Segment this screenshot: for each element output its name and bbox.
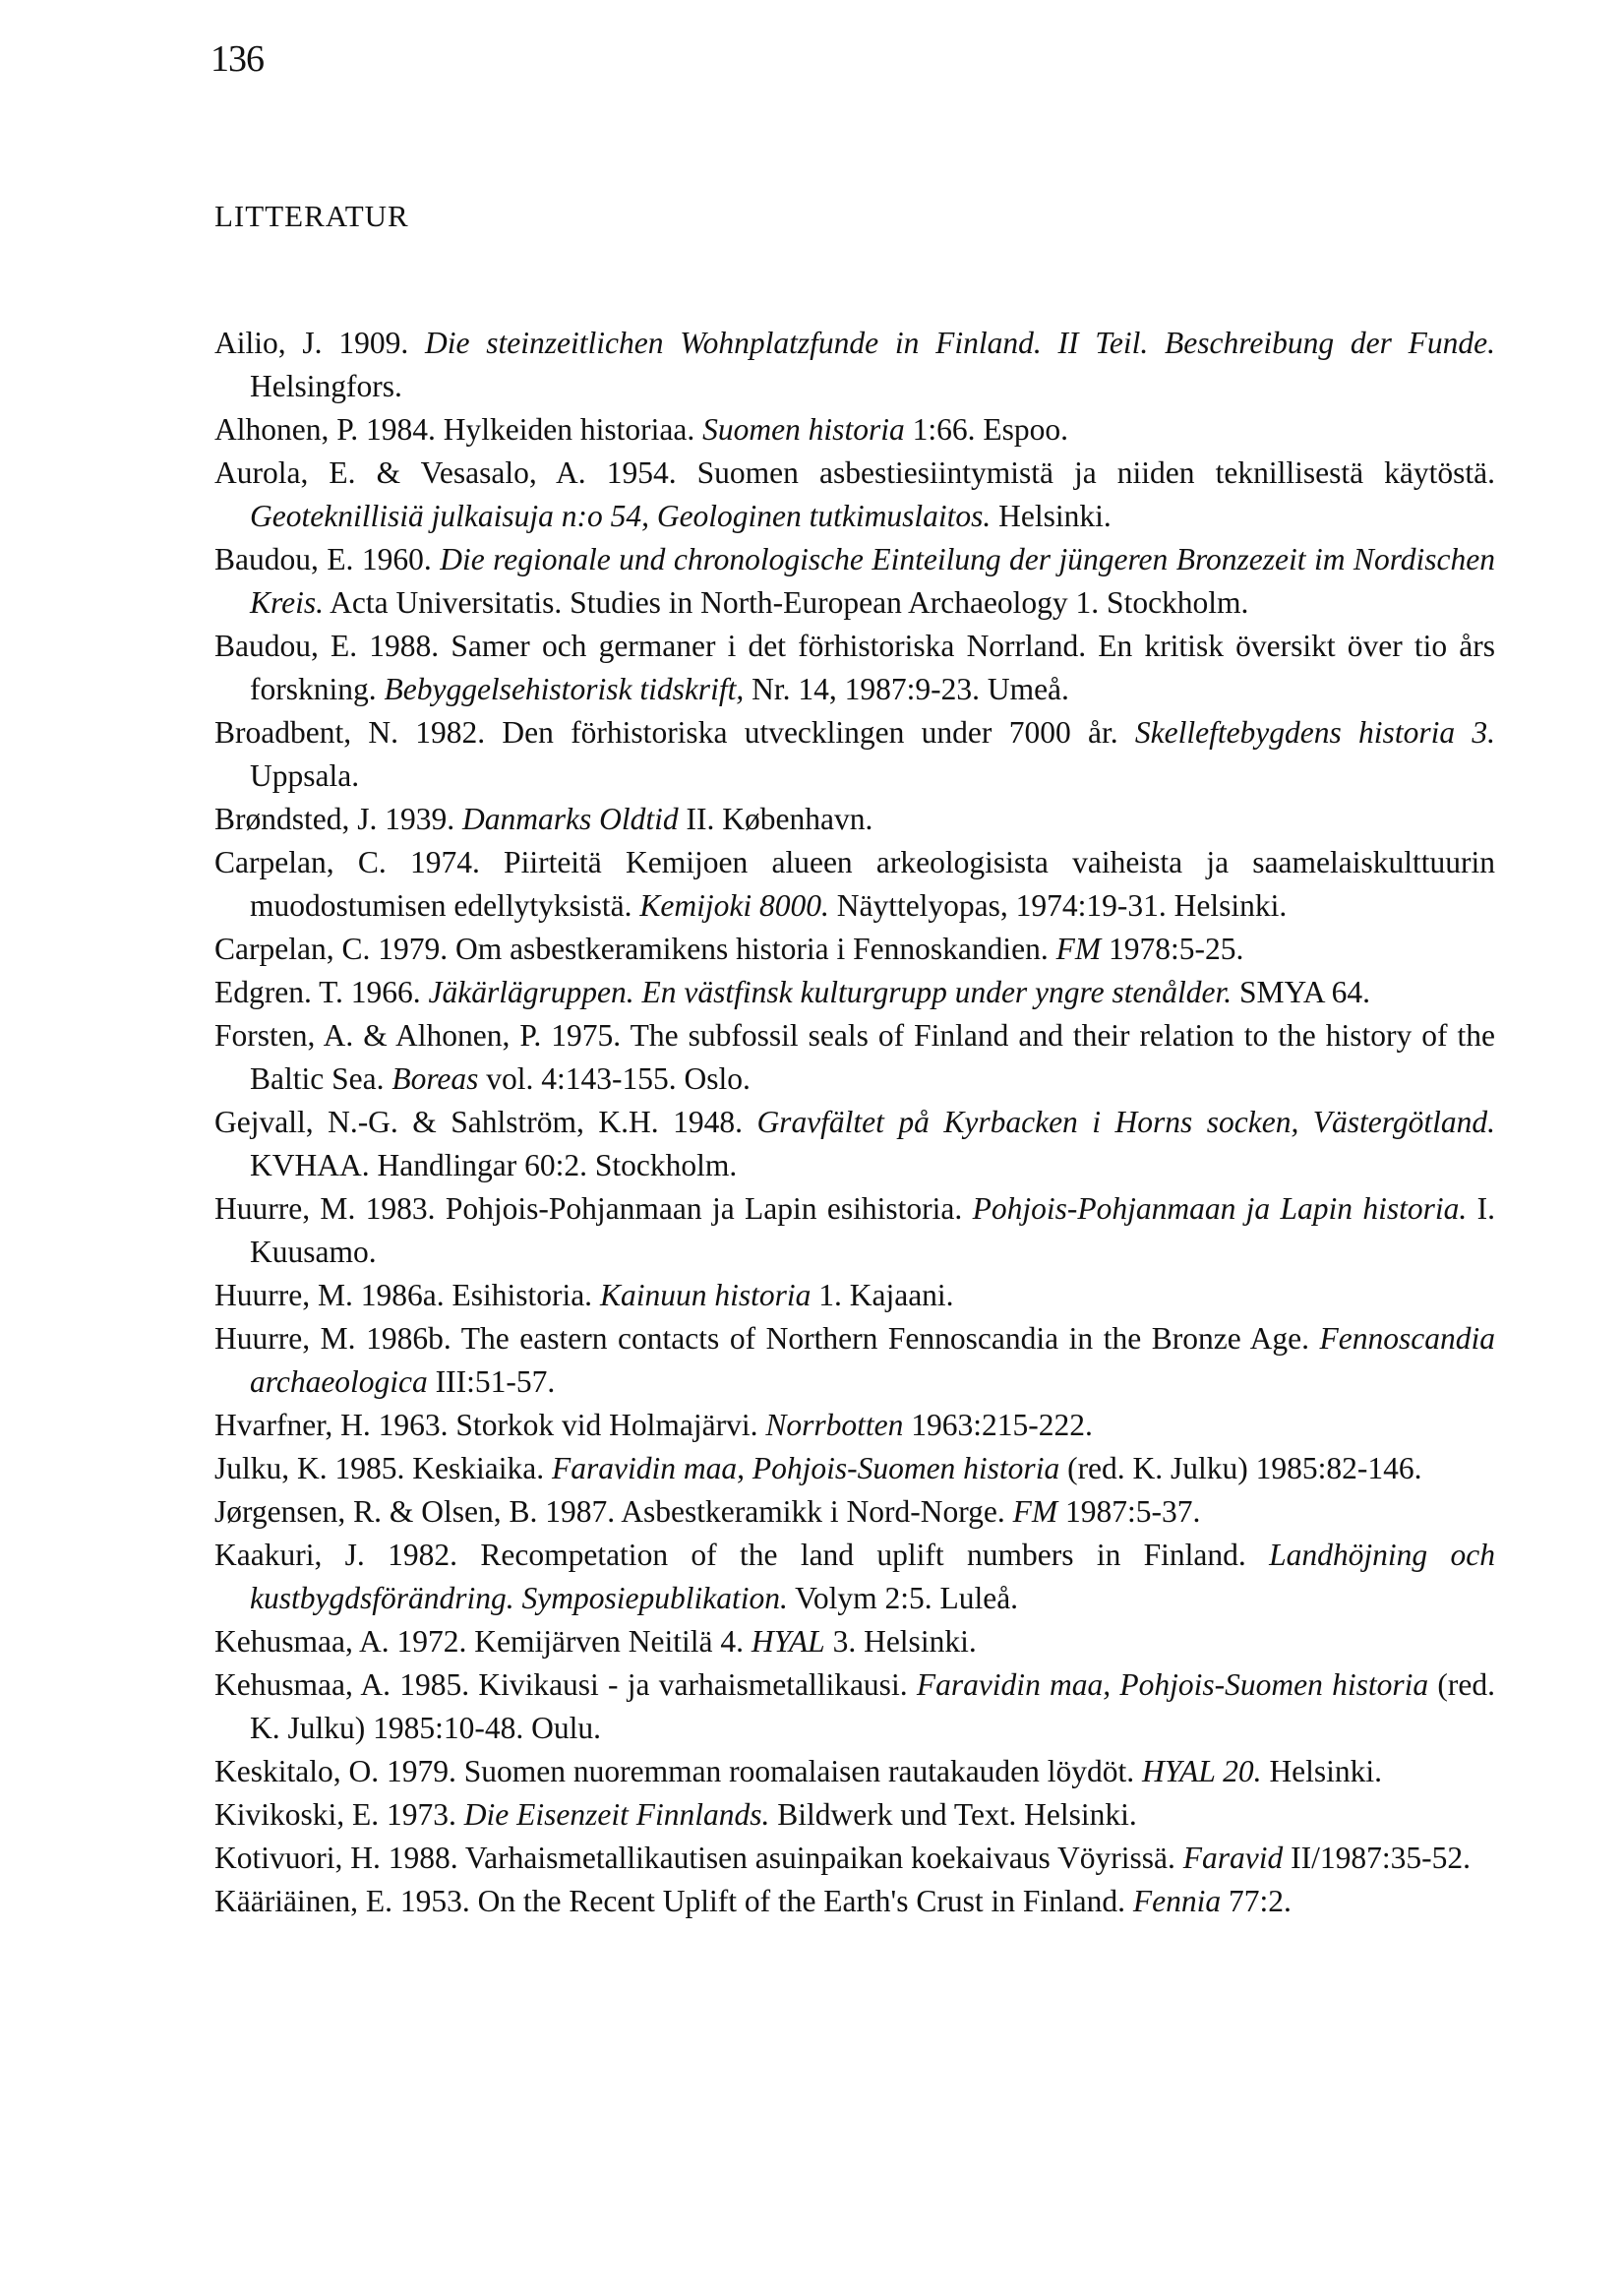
reference-entry: Kääriäinen, E. 1953. On the Recent Uplift of the Earth's Crust in Finland. Fennia 77:2. xyxy=(214,1884,1292,1918)
reference-entry: Kehusmaa, A. 1972. Kemijärven Neitilä 4. HYAL 3. Helsinki. xyxy=(214,1624,977,1659)
reference-entry: Gejvall, N.-G. & Sahlström, K.H. 1948. Gravfältet på Kyrbacken i Horns socken, Västergötland. KVHAA. Handlingar 60:2. Stockholm. xyxy=(214,1105,1495,1182)
reference-entry: Hvarfner, H. 1963. Storkok vid Holmajärvi. Norrbotten 1963:215-222. xyxy=(214,1408,1093,1442)
reference-entry: Baudou, E. 1960. Die regionale und chronologische Einteilung der jüngeren Bronzezeit im Nordischen Kreis. Acta Universitatis. Studies in North-European Archaeology 1. Stockholm. xyxy=(214,542,1496,620)
reference-entry: Jørgensen, R. & Olsen, B. 1987. Asbestkeramikk i Nord-Norge. FM 1987:5-37. xyxy=(214,1494,1201,1529)
reference-entry: Huurre, M. 1983. Pohjois-Pohjanmaan ja Lapin esihistoria. Pohjois-Pohjanmaan ja Lapin historia. I. Kuusamo. xyxy=(214,1191,1495,1269)
reference-entry: Edgren. T. 1966. Jäkärlägruppen. En västfinsk kulturgrupp under yngre stenålder. SMYA 64. xyxy=(214,975,1371,1009)
reference-entry: Alhonen, P. 1984. Hylkeiden historiaa. Suomen historia 1:66. Espoo. xyxy=(214,412,1068,447)
reference-entry: Baudou, E. 1988. Samer och germaner i det förhistoriska Norrland. En kritisk översikt över tio års forskning. Bebyggelsehistorisk tidskrift, Nr. 14, 1987:9-23. Umeå. xyxy=(214,629,1495,706)
reference-entry: Kaakuri, J. 1982. Recompetation of the land uplift numbers in Finland. Landhöjning och kustbygdsförändring. Symposiepublikation. Volym 2:5. Luleå. xyxy=(214,1538,1495,1615)
page-number: 136 xyxy=(211,38,264,80)
reference-entry: Keskitalo, O. 1979. Suomen nuoremman roomalaisen rautakauden löydöt. HYAL 20. Helsinki. xyxy=(214,1754,1383,1788)
reference-entry: Aurola, E. & Vesasalo, A. 1954. Suomen asbestiesiintymistä ja niiden teknillisestä käytöstä. Geoteknillisiä julkaisuja n:o 54, Geologinen tutkimuslaitos. Helsinki. xyxy=(214,455,1495,533)
reference-list xyxy=(214,322,1495,1923)
reference-entry: Forsten, A. & Alhonen, P. 1975. The subfossil seals of Finland and their relation to the history of the Baltic Sea. Boreas vol. 4:143-155. Oslo. xyxy=(214,1018,1495,1096)
reference-entry: Kotivuori, H. 1988. Varhaismetallikautisen asuinpaikan koekaivaus Vöyrissä. Faravid II/1987:35-52. xyxy=(214,1841,1472,1875)
reference-entry: Julku, K. 1985. Keskiaika. Faravidin maa, Pohjois-Suomen historia (red. K. Julku) 1985:82-146. xyxy=(214,1451,1422,1485)
reference-entry: Kehusmaa, A. 1985. Kivikausi - ja varhaismetallikausi. Faravidin maa, Pohjois-Suomen historia (red. K. Julku) 1985:10-48. Oulu. xyxy=(214,1667,1496,1745)
reference-entry: Brøndsted, J. 1939. Danmarks Oldtid II. København. xyxy=(214,802,873,836)
reference-entry: Huurre, M. 1986b. The eastern contacts of Northern Fennoscandia in the Bronze Age. Fennoscandia archaeologica III:51-57. xyxy=(214,1321,1495,1399)
section-heading: LITTERATUR xyxy=(214,199,409,233)
reference-entry: Carpelan, C. 1974. Piirteitä Kemijoen alueen arkeologisista vaiheista ja saamelaiskulttuurin muodostumisen edellytyksistä. Kemijoki 8000. Näyttelyopas, 1974:19-31. Helsinki. xyxy=(214,845,1495,923)
reference-entry: Huurre, M. 1986a. Esihistoria. Kainuun historia 1. Kajaani. xyxy=(214,1278,954,1312)
reference-entry: Kivikoski, E. 1973. Die Eisenzeit Finnlands. Bildwerk und Text. Helsinki. xyxy=(214,1797,1137,1832)
reference-entry: Broadbent, N. 1982. Den förhistoriska utvecklingen under 7000 år. Skelleftebygdens historia 3. Uppsala. xyxy=(214,715,1495,793)
reference-entry: Carpelan, C. 1979. Om asbestkeramikens historia i Fennoskandien. FM 1978:5-25. xyxy=(214,932,1244,966)
reference-entry: Ailio, J. 1909. Die steinzeitlichen Wohnplatzfunde in Finland. II Teil. Beschreibung der Funde. Helsingfors. xyxy=(214,326,1495,403)
